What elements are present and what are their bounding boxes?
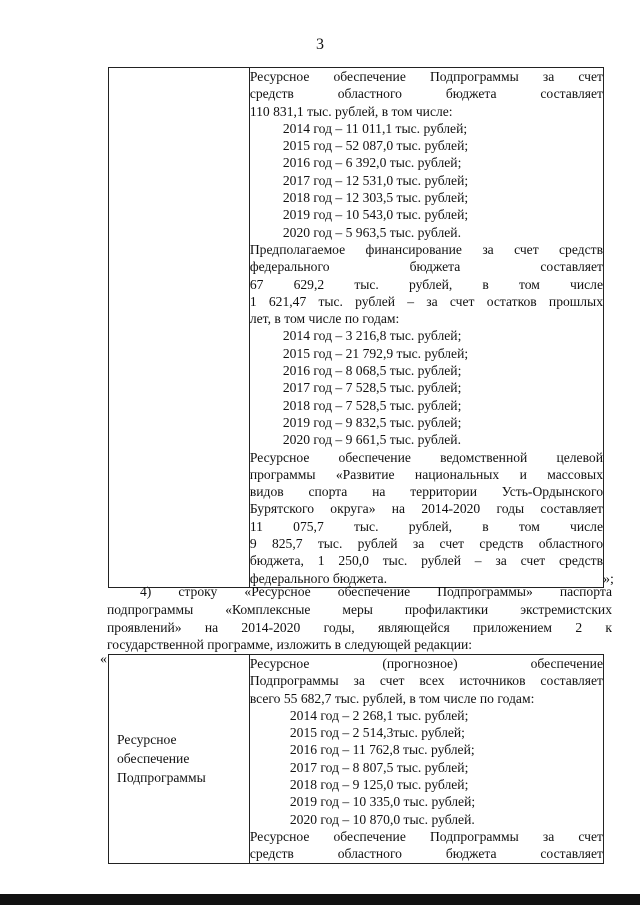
text-line: программы «Развитие национальных и массовых: [249, 466, 603, 482]
text-line: Ресурсное обеспечение Подпрограммы за счет: [249, 69, 603, 84]
text-line: 2018 год – 7 528,5 тыс. рублей;: [282, 397, 462, 413]
text-line: лет, в том числе по годам:: [249, 311, 400, 327]
text-line: Подпрограммы за счет всех источников составляет: [249, 673, 603, 689]
text-line: 2020 год – 9 661,5 тыс. рублей.: [282, 432, 461, 448]
text-line: 2017 год – 7 528,5 тыс. рублей;: [282, 380, 462, 396]
text-line: 1 621,47 тыс. рублей – за счет остатков прошлых: [249, 293, 603, 309]
text-line: 2014 год – 3 216,8 тыс. рублей;: [282, 328, 462, 344]
text-line: 2015 год – 2 514,3тыс. рублей;: [289, 725, 465, 741]
text-line: 2014 год – 11 011,1 тыс. рублей;: [282, 120, 468, 136]
text-line: 2019 год – 10 543,0 тыс. рублей;: [282, 207, 469, 223]
text-line: 2015 год – 52 087,0 тыс. рублей;: [282, 138, 469, 154]
text-line: федерального бюджета составляет: [249, 259, 603, 275]
text-line: Предполагаемое финансирование за счет средств: [249, 241, 603, 257]
text-line: видов спорта на территории Усть-Ордынского: [249, 484, 603, 500]
closing-quote: »;: [603, 572, 614, 587]
text-line: 11 075,7 тыс. рублей, в том числе: [249, 518, 603, 534]
text-line: 110 831,1 тыс. рублей, в том числе:: [249, 103, 453, 119]
text-line: 2018 год – 12 303,5 тыс. рублей;: [282, 190, 469, 206]
text-line: Ресурсное обеспечение ведомственной целевой: [249, 449, 603, 465]
text-line: Ресурсное (прогнозное) обеспечение: [249, 656, 603, 671]
paragraph-line: государственной программе, изложить в следующей редакции:: [107, 637, 473, 653]
resource-table-1: [108, 67, 604, 588]
paragraph-line: подпрограммы «Комплексные меры профилактики экстремистских: [107, 601, 612, 617]
resource-table-2: [108, 654, 604, 864]
text-line: 2014 год – 2 268,1 тыс. рублей;: [289, 707, 469, 723]
text-line: 2019 год – 10 335,0 тыс. рублей;: [289, 794, 476, 810]
table1-left-cell: [109, 68, 250, 588]
text-line: Бурятского округа» на 2014-2020 годы составляет: [249, 501, 603, 517]
instruction-paragraph: [107, 583, 612, 654]
table2-right-cell: [249, 655, 603, 864]
text-line: 2018 год – 9 125,0 тыс. рублей;: [289, 777, 469, 793]
table2-left-cell: [109, 655, 250, 864]
text-line: 67 629,2 тыс. рублей, в том числе: [249, 276, 603, 292]
table1-text-block: [250, 68, 603, 587]
text-line: 2017 год – 12 531,0 тыс. рублей;: [282, 172, 469, 188]
page-number: 3: [316, 36, 324, 53]
text-line: 9 825,7 тыс. рублей за счет средств областного: [249, 536, 603, 552]
paragraph-line: проявлений» на 2014-2020 годы, являющейся приложением 2 к: [107, 619, 612, 635]
text-line: 2019 год – 9 832,5 тыс. рублей;: [282, 414, 462, 430]
text-line: средств областного бюджета составляет: [249, 846, 603, 862]
text-line: 2016 год – 8 068,5 тыс. рублей;: [282, 363, 462, 379]
scan-bottom-edge: [0, 894, 640, 905]
text-line: 2020 год – 5 963,5 тыс. рублей.: [282, 224, 461, 240]
opening-quote: «: [100, 652, 107, 667]
paragraph-line: 4) строку «Ресурсное обеспечение Подпрограммы» паспорта: [140, 584, 612, 599]
text-line: федерального бюджета.: [249, 570, 387, 586]
table2-text-block: [250, 655, 603, 863]
label-line: обеспечение: [117, 751, 190, 767]
label-line: Подпрограммы: [117, 770, 206, 786]
text-line: Ресурсное обеспечение Подпрограммы за счет: [249, 828, 603, 844]
text-line: средств областного бюджета составляет: [249, 86, 603, 102]
label-line: Ресурсное: [117, 732, 177, 748]
text-line: 2016 год – 6 392,0 тыс. рублей;: [282, 155, 462, 171]
text-line: всего 55 682,7 тыс. рублей, в том числе по годам:: [249, 690, 535, 706]
text-line: 2020 год – 10 870,0 тыс. рублей.: [289, 811, 475, 827]
table1-right-cell: [249, 68, 603, 588]
text-line: бюджета, 1 250,0 тыс. рублей – за счет средств: [249, 553, 603, 569]
table2-row-label: [109, 730, 249, 787]
text-line: 2015 год – 21 792,9 тыс. рублей;: [282, 345, 469, 361]
text-line: 2017 год – 8 807,5 тыс. рублей;: [289, 759, 469, 775]
text-line: 2016 год – 11 762,8 тыс. рублей;: [289, 742, 475, 758]
